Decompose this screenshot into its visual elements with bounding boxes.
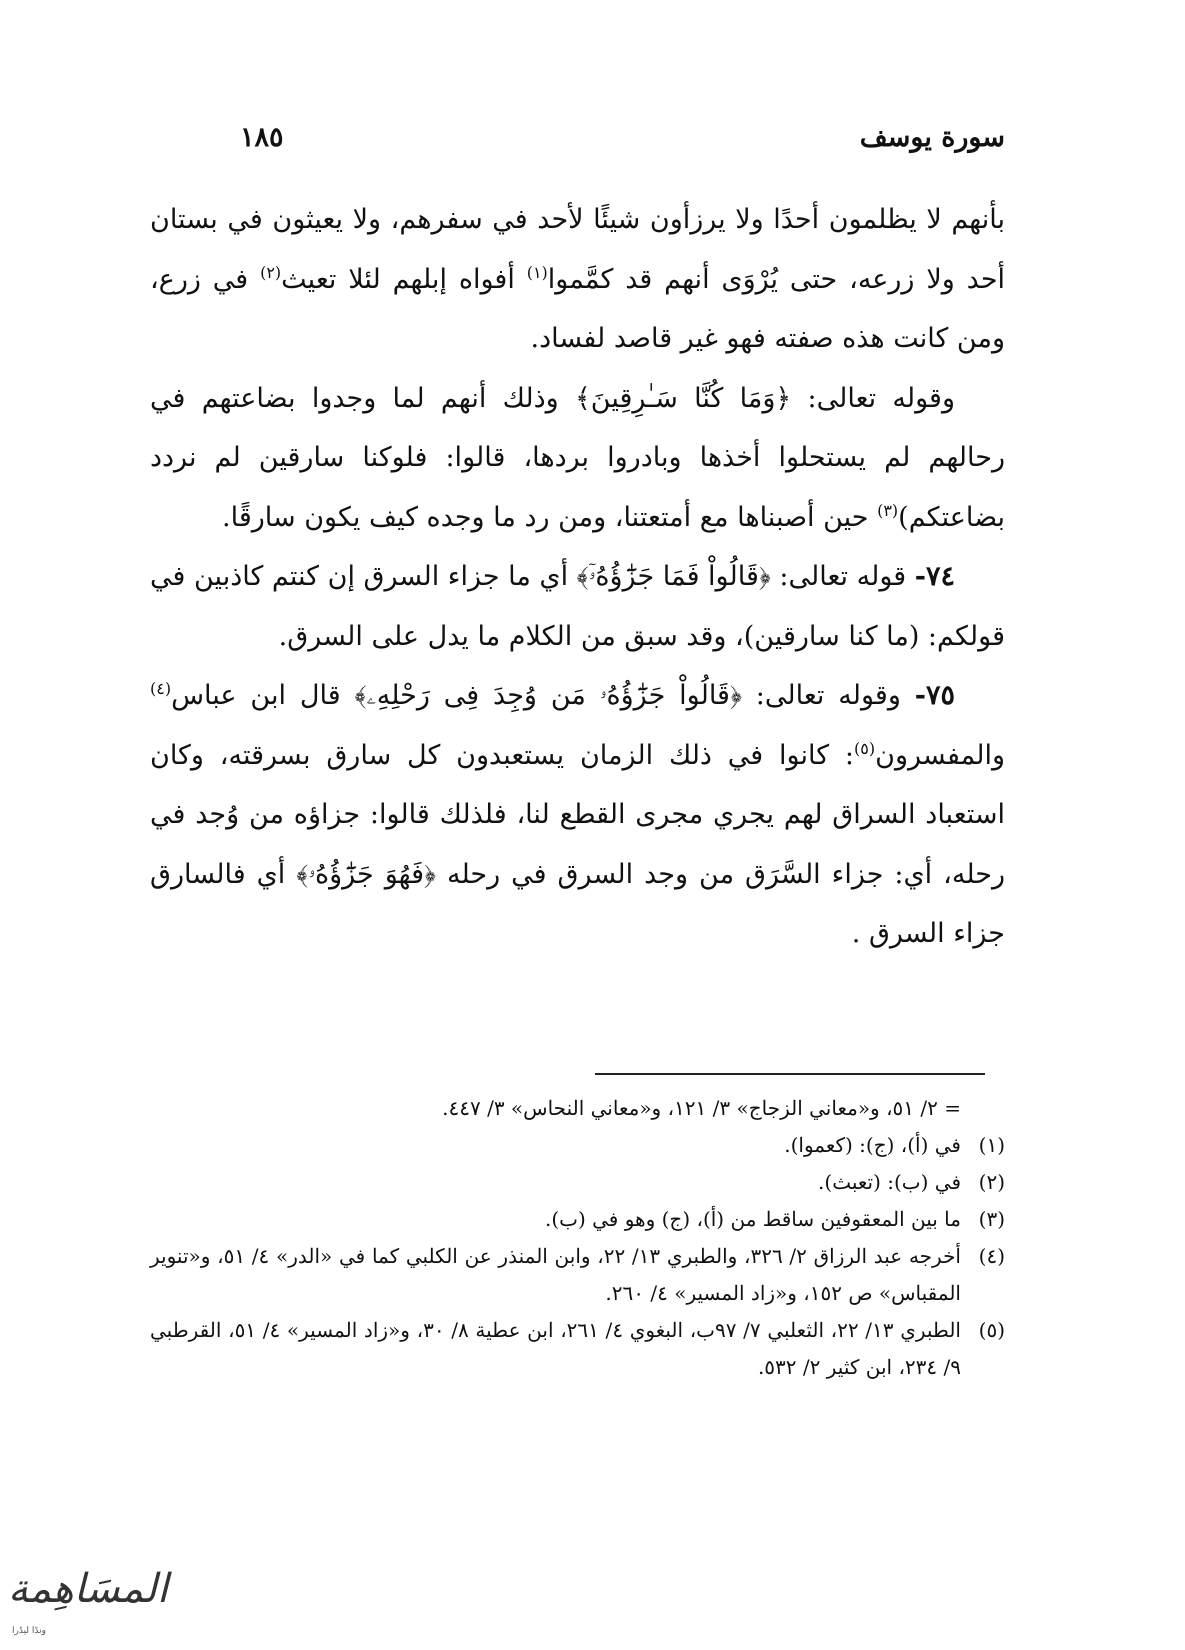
quran-verse: ﴿وَمَا كُنَّا سَـٰرِقِينَ﴾ xyxy=(574,382,792,414)
footnote-ref-3: (٣) xyxy=(877,500,899,520)
verse-number: ٧٤- xyxy=(914,561,955,592)
watermark-subtext: ونڈا لیڈرا xyxy=(12,1626,46,1636)
footnote-ref-2: (٢) xyxy=(260,262,282,282)
quran-verse: ﴿قَالُواْ فَمَا جَزَٰٓؤُهُۥٓ﴾ xyxy=(576,561,771,592)
quran-verse: ﴿قَالُواْ جَزَٰٓؤُهُۥ مَن وُجِدَ فِى رَحْلِهِۦ﴾ xyxy=(354,680,742,711)
footnotes xyxy=(150,1090,1005,1386)
paragraph-3: ٧٤- قوله تعالى: ﴿قَالُواْ فَمَا جَزَٰٓؤُهُۥٓ﴾ أي ما جزاء السرق إن كنتم كاذبين في قولكم: (ما كنا سارقين)، وقد سبق من الكلام ما يدل على السرق. xyxy=(150,561,1005,652)
main-text xyxy=(150,190,1005,964)
footnote-item: (٤) أخرجه عبد الرزاق ٢/ ٣٢٦، والطبري ١٣/ ٢٢، وابن المنذر عن الكلبي كما في «الدر» ٤/ ٥١، و«تنوير المقباس» ص ١٥٢، و«زاد المسير» ٤/ ٢٦٠. xyxy=(150,1244,1005,1305)
footnote-continuation: = ٢/ ٥١، و«معاني الزجاج» ٣/ ١٢١، و«معاني النحاس» ٣/ ٤٤٧. xyxy=(442,1096,961,1120)
paragraph-2: وقوله تعالى: ﴿وَمَا كُنَّا سَـٰرِقِينَ﴾ وذلك أنهم لما وجدوا بضاعتهم في رحالهم لم يستحلوا أخذها وبادروا بردها، قالوا: فلوكنا سارقين لم نردد بضاعتكم)$^{(٣)}$ حين أصبناها مع أمتعتنا، ومن رد ما وجده كيف يكون سارقًا. xyxy=(150,382,1005,533)
footnote-item: (٣) ما بين المعقوفين ساقط من (أ)، (ج) وهو في (ب). xyxy=(544,1207,1005,1231)
footnote-item: (٥) الطبري ١٣/ ٢٢، الثعلبي ٧/ ٩٧ب، البغوي ٤/ ٢٦١، ابن عطية ٨/ ٣٠، و«زاد المسير» ٤/ ٥١، القرطبي ٩/ ٢٣٤، ابن كثير ٢/ ٥٣٢. xyxy=(150,1318,1005,1379)
watermark-logo xyxy=(8,1560,168,1638)
footnote-item: (٢) في (ب): (تعبث). xyxy=(818,1170,1005,1194)
paragraph-1: بأنهم لا يظلمون أحدًا ولا يرزأون شيئًا لأحد في سفرهم، ولا يعيثون في بستان أحد ولا زرعه، حتى يُرْوَى أنهم قد كمَّموا$^{(١)}$ أفواه إبلهم لئلا تعيث$^{(٢)}$ في زرع، ومن كانت هذه صفته فهو غير قاصد لفساد. xyxy=(150,204,1006,354)
footnote-item: (١) في (أ)، (ج): (كعموا). xyxy=(784,1133,1005,1157)
paragraph-4: ٧٥- وقوله تعالى: ﴿قَالُواْ جَزَٰٓؤُهُۥ مَن وُجِدَ فِى رَحْلِهِۦ﴾ قال ابن عباس$^{(٤)}$ والمفسرون$^{(٥)}$: كانوا في ذلك الزمان يستعبدون كل سارق بسرقته، وكان استعباد السراق لهم يجري مجرى القطع لنا، فلذلك قالوا: جزاؤه من وُجد في رحله، أي: جزاء السَّرَق من وجد السرق في رحله ﴿فَهُوَ جَزَٰٓؤُهُۥ﴾ أي فالسارق جزاء السرق . xyxy=(150,679,1005,949)
footnote-ref-4: (٤) xyxy=(150,679,172,698)
watermark-text: المسَاهِمة xyxy=(8,1566,168,1612)
page-number: ١٨٥ xyxy=(240,122,284,153)
footnote-divider xyxy=(595,1073,985,1075)
page-header xyxy=(150,122,1005,162)
verse-number: ٧٥- xyxy=(914,680,955,711)
quran-verse: ﴿فَهُوَ جَزَٰٓؤُهُۥ﴾ xyxy=(296,858,436,890)
footnote-ref-5: (٥) xyxy=(854,738,876,758)
footnote-ref-1: (١) xyxy=(526,262,548,282)
surah-title: سورة يوسف xyxy=(859,122,1005,153)
